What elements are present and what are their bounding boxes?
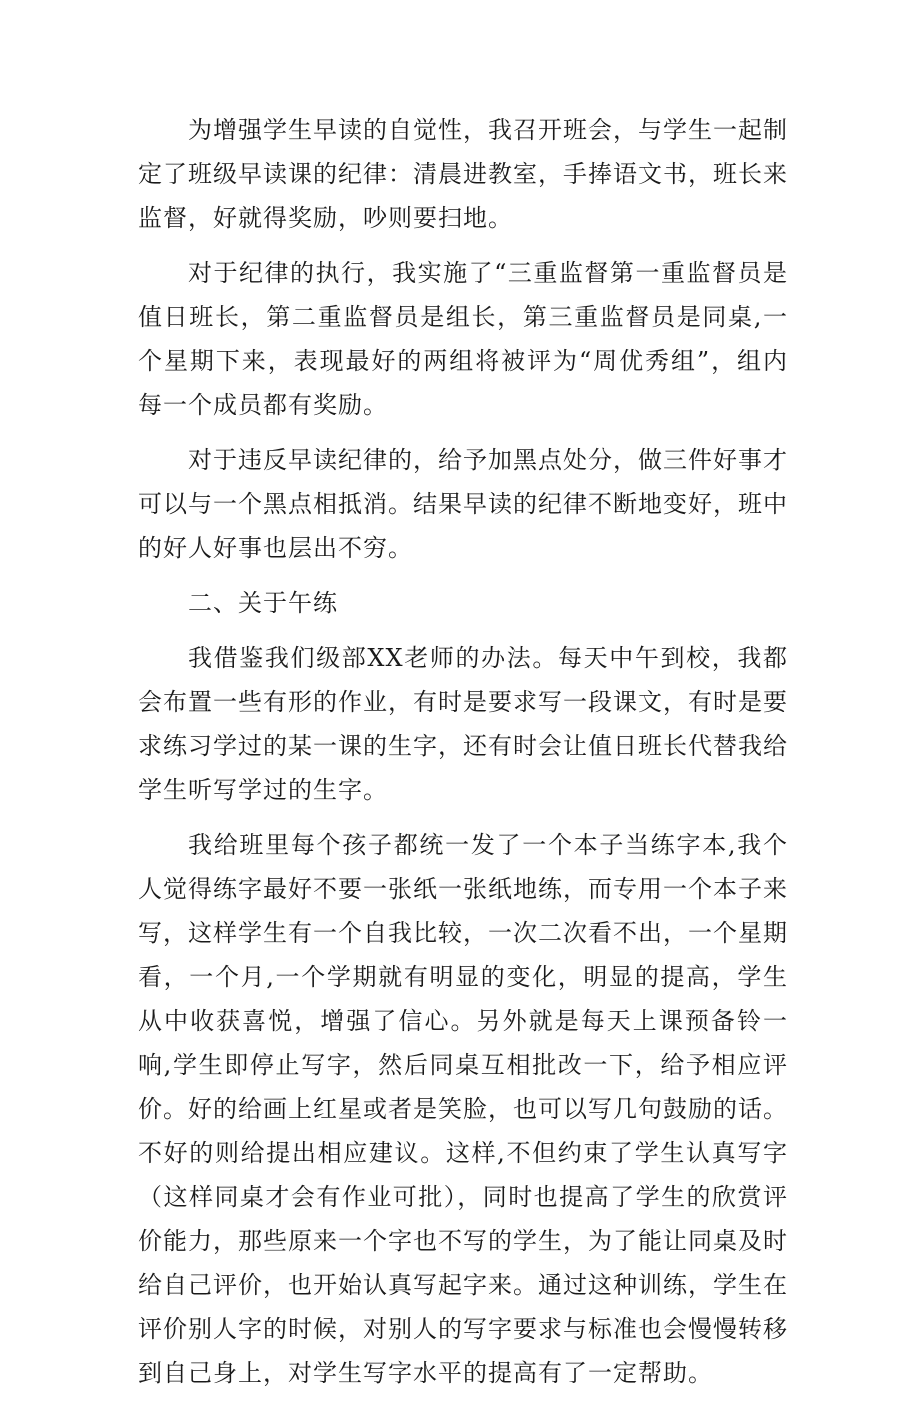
- document-body: [138, 108, 788, 1406]
- paragraph-morning-reading-rules: 为增强学生早读的自觉性，我召开班会，与学生一起制定了班级早读课的纪律：清晨进教室，手捧语文书，班长来监督，好就得奖励，吵则要扫地。: [138, 116, 788, 232]
- paragraph-practice-notebook: 我给班里每个孩子都统一发了一个本子当练字本,我个人觉得练字最好不要一张纸一张纸地练，而专用一个本子来写，这样学生有一个自我比较，一次二次看不出，一个星期看，一个月,一个学期就有明显的变化，明显的提高，学生从中收获喜悦，增强了信心。另外就是每天上课预备铃一响,学生即停止写字，然后同桌互相批改一下，给予相应评价。好的给画上红星或者是笑脸，也可以写几句鼓励的话。不好的则给提出相应建议。这样,不但约束了学生认真写字（这样同桌才会有作业可批），同时也提高了学生的欣赏评价能力，那些原来一个字也不写的学生，为了能让同桌及时给自己评价，也开始认真写起字来。通过这种训练，学生在评价别人字的时候，对别人的写字要求与标准也会慢慢转移到自己身上，对学生写字水平的提高有了一定帮助。: [138, 831, 788, 1387]
- paragraph-noon-practice-method: 我借鉴我们级部XX老师的办法。每天中午到校，我都会布置一些有形的作业，有时是要求写一段课文，有时是要求练习学过的某一课的生字，还有时会让值日班长代替我给学生听写学过的生字。: [138, 644, 788, 804]
- paragraph-discipline-penalty: 对于违反早读纪律的，给予加黑点处分，做三件好事才可以与一个黑点相抵消。结果早读的纪律不断地变好，班中的好人好事也层出不穷。: [138, 446, 788, 562]
- section-heading-noon-practice: 二、关于午练: [188, 589, 338, 617]
- paragraph-supervision: 对于纪律的执行，我实施了“三重监督第一重监督员是值日班长，第二重监督员是组长，第三重监督员是同桌,一个星期下来，表现最好的两组将被评为“周优秀组”，组内每一个成员都有奖励。: [138, 259, 788, 419]
